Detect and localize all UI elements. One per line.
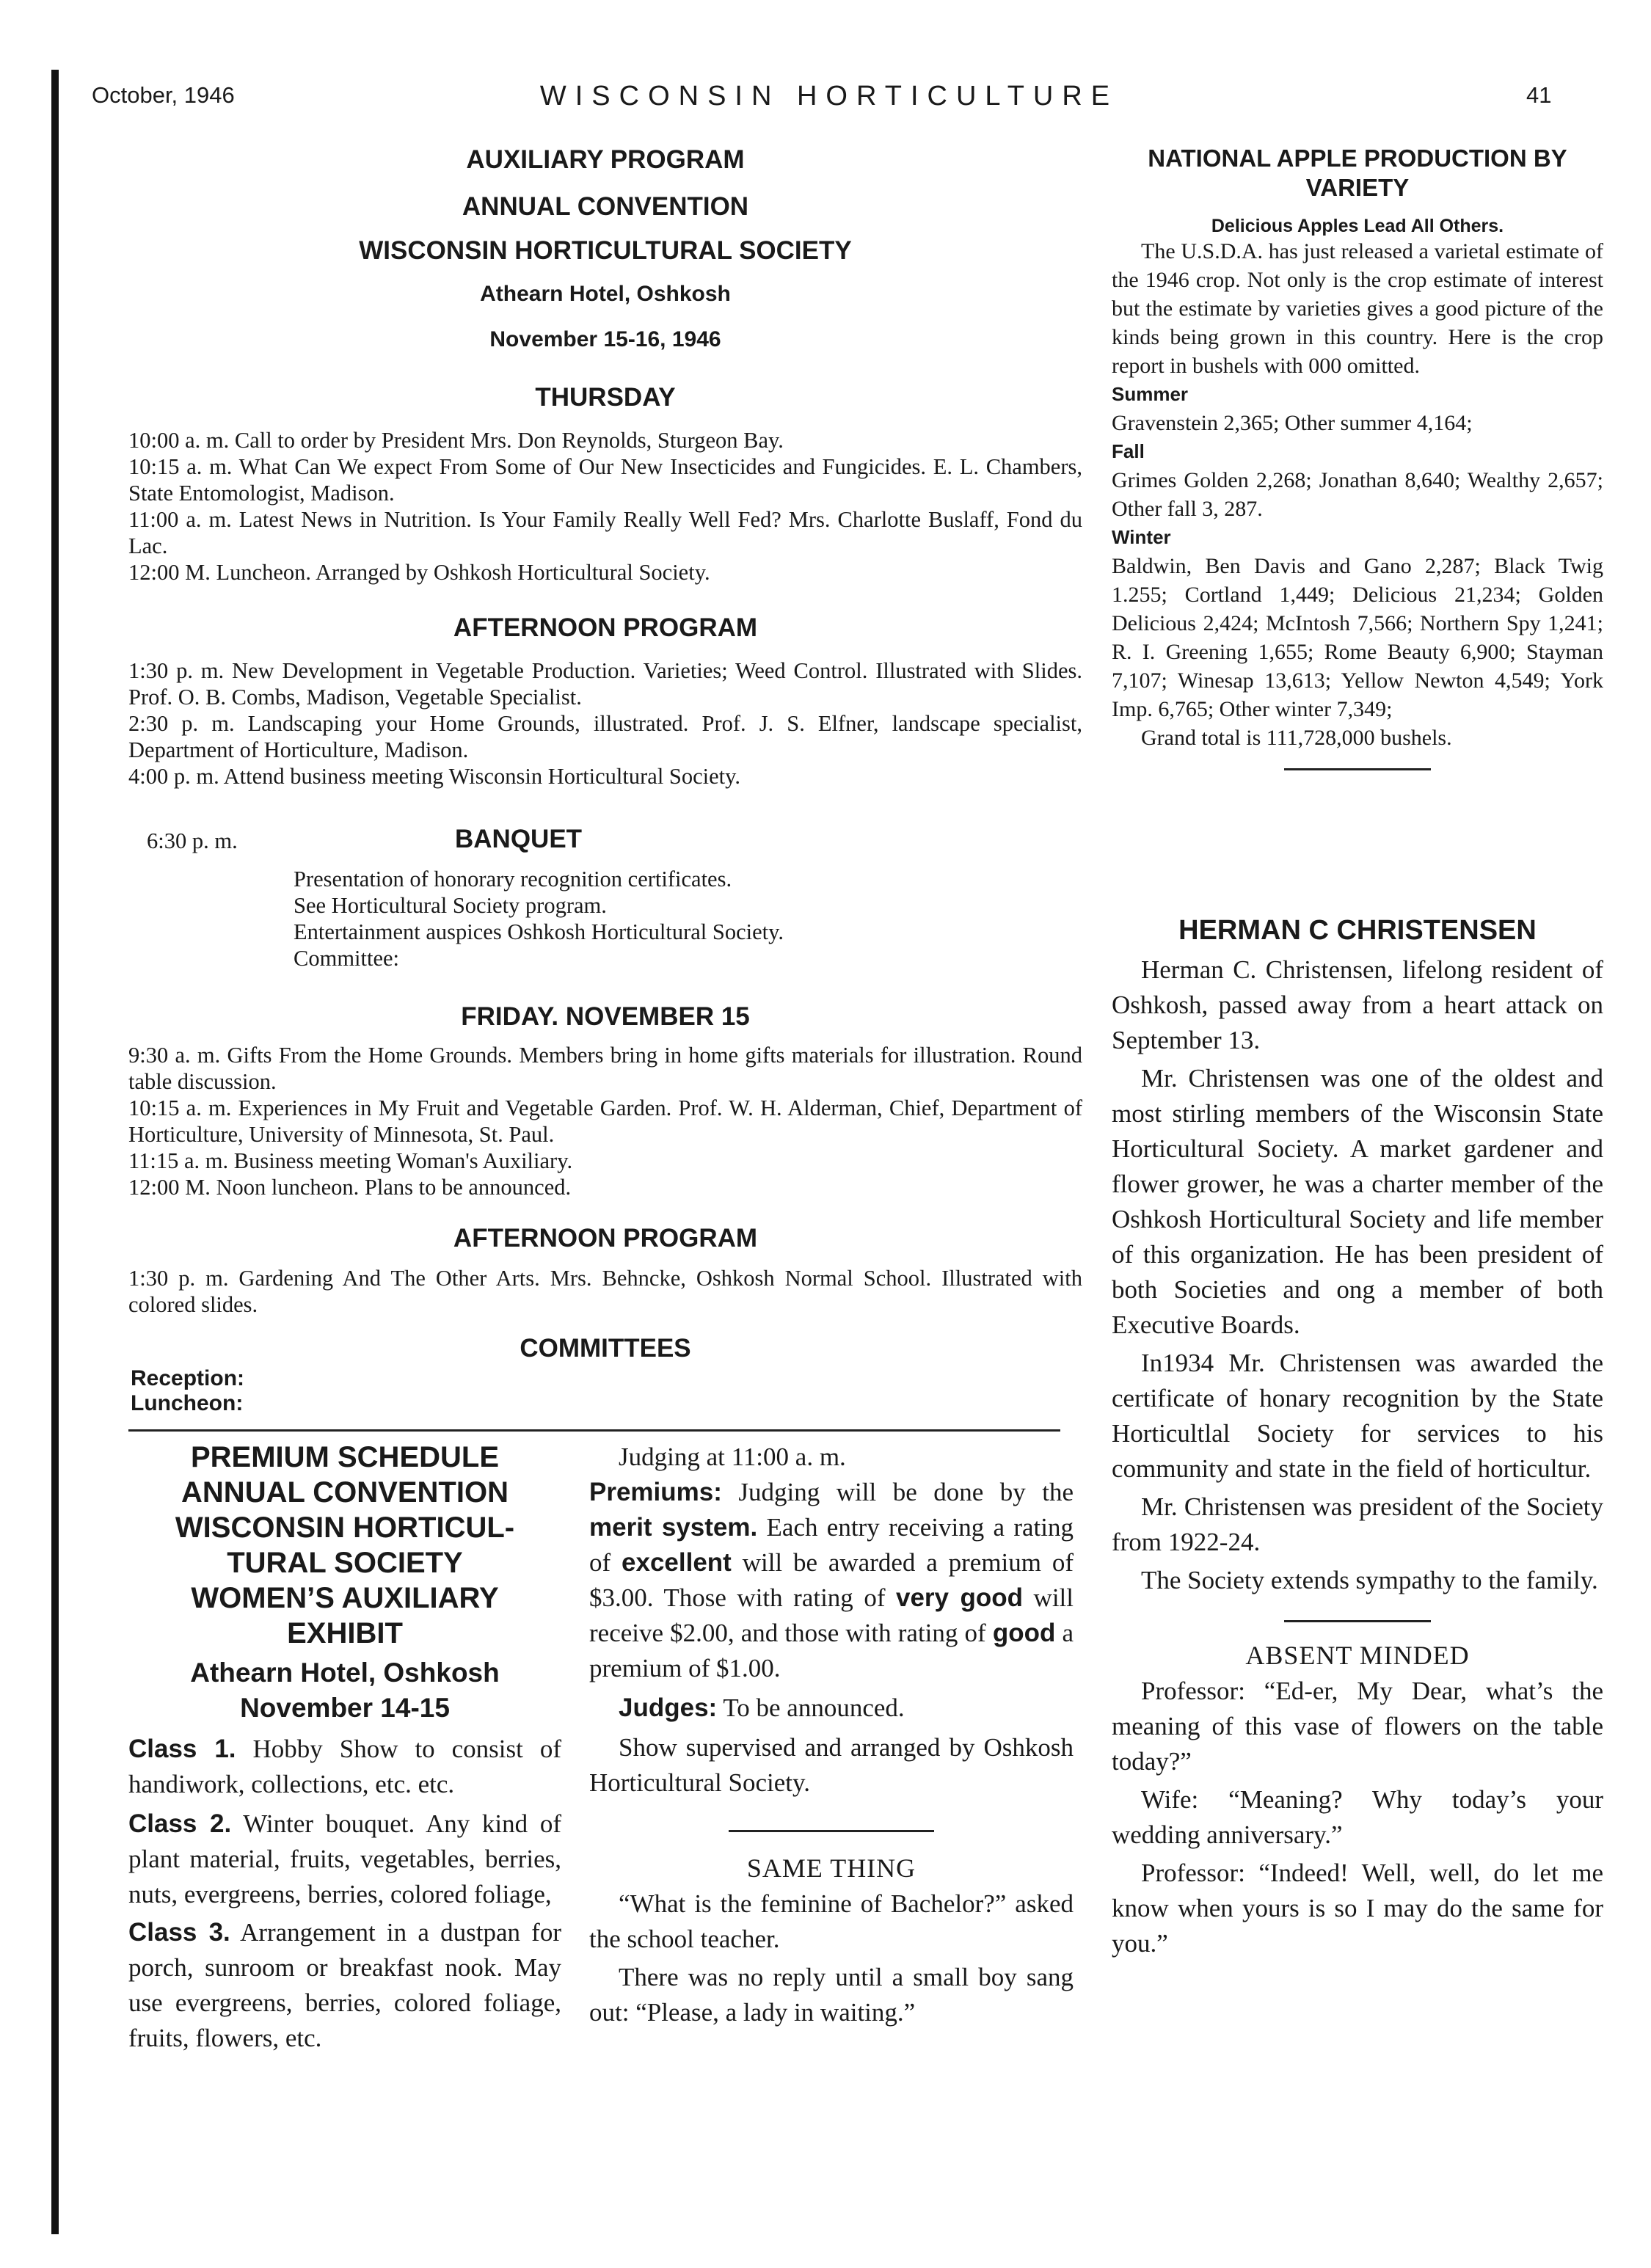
- obituary-article: [1112, 916, 1603, 1961]
- thursday-heading: THURSDAY: [535, 383, 676, 412]
- divider: [1284, 768, 1431, 770]
- journal-title: WISCONSIN HORTICULTURE: [539, 81, 1119, 112]
- summer-figures: Gravenstein 2,365; Other summer 4,164;: [1112, 411, 1473, 435]
- schedule-item: 1:30 p. m. Gardening And The Other Arts. Mrs. Behncke, Oshkosh Normal School. Illustrated with colored slides.: [128, 1266, 1082, 1317]
- premium-location: Athearn Hotel, Oshkosh: [190, 1658, 500, 1688]
- premium-heading-line: TURAL SOCIETY: [227, 1547, 463, 1579]
- banquet-line: Entertainment auspices Oshkosh Horticultural Society.: [294, 919, 784, 944]
- schedule-item: 4:00 p. m. Attend business meeting Wisconsin Horticultural Society.: [128, 764, 741, 789]
- class-2-label: Class 2.: [128, 1809, 232, 1838]
- friday-heading: FRIDAY. NOVEMBER 15: [461, 1002, 750, 1031]
- fall-figures: Grimes Golden 2,268; Jonathan 8,640; Wealthy 2,657; Other fall 3, 287.: [1112, 468, 1603, 521]
- class-1-text: Hobby Show to consist of handiwork, collections, etc. etc.: [128, 1735, 561, 1798]
- judging-section: [589, 1440, 1074, 2030]
- issue-date: October, 1946: [92, 82, 235, 108]
- premium-heading-line: PREMIUM SCHEDULE: [190, 1441, 500, 1473]
- absent-p3: Professor: “Indeed! Well, well, do let me know when yours is so I may do the same for you.”: [1112, 1859, 1603, 1958]
- fall-label: Fall: [1112, 440, 1145, 462]
- class-2: [128, 1806, 561, 1912]
- same-thing-p2: There was no reply until a small boy sang out: “Please, a lady in waiting.”: [589, 1963, 1074, 2027]
- grand-total: Grand total is 111,728,000 bushels.: [1141, 726, 1452, 750]
- program-location: Athearn Hotel, Oshkosh: [480, 282, 731, 306]
- thursday-afternoon-schedule: [128, 657, 1082, 790]
- class-3: [128, 1915, 561, 2056]
- obituary-p2: Mr. Christensen was one of the oldest and most stirling members of the Wisconsin State Horticultural Society. A market gardener and flower grower, he was a charter member of the Oshkosh Horticultural Society and life member of this organization. He has been president of both Societies and ong a member of both Executive Boards.: [1112, 1064, 1603, 1339]
- obituary-p1: Herman C. Christensen, lifelong resident of Oshkosh, passed away from a heart attack on September 13.: [1112, 955, 1603, 1054]
- luncheon-label: Luncheon:: [131, 1391, 244, 1415]
- same-thing-heading: SAME THING: [746, 1853, 916, 1883]
- apple-heading: NATIONAL APPLE PRODUCTION BY VARIETY: [1148, 145, 1567, 201]
- obituary-heading: HERMAN C CHRISTENSEN: [1178, 915, 1537, 946]
- schedule-item: 2:30 p. m. Landscaping your Home Grounds, illustrated. Prof. J. S. Elfner, landscape specialist, Department of Horticulture, Madison.: [128, 711, 1082, 762]
- apple-intro: The U.S.D.A. has just released a varietal estimate of the 1946 crop. Not only is the crop estimate of interest but the estimate by varieties gives a good picture of the kinds being grown in this country. Here is the crop report in bushels with 000 omitted.: [1112, 239, 1603, 378]
- judges-label: Judges:: [619, 1693, 718, 1722]
- banquet-time: 6:30 p. m.: [147, 828, 238, 853]
- banquet-line: Committee:: [294, 946, 400, 971]
- program-subtitle: ANNUAL CONVENTION: [462, 192, 749, 221]
- premium-heading-line: EXHIBIT: [287, 1617, 403, 1649]
- program-title: AUXILIARY PROGRAM: [466, 145, 745, 174]
- banquet-details: [294, 866, 1027, 971]
- class-1: [128, 1732, 561, 1802]
- schedule-item: 9:30 a. m. Gifts From the Home Grounds. Members bring in home gifts materials for illustration. Round table discussion.: [128, 1043, 1082, 1094]
- schedule-item: 12:00 M. Noon luncheon. Plans to be announced.: [128, 1175, 572, 1200]
- judging-time: Judging at 11:00 a. m.: [619, 1443, 846, 1471]
- class-2-text: Winter bouquet. Any kind of plant material, fruits, vegetables, berries, nuts, evergreens, berries, colored foliage,: [128, 1809, 561, 1908]
- class-1-label: Class 1.: [128, 1735, 236, 1763]
- apple-subheading: Delicious Apples Lead All Others.: [1211, 216, 1504, 236]
- schedule-item: 10:00 a. m. Call to order by President Mrs. Don Reynolds, Sturgeon Bay.: [128, 428, 784, 453]
- class-3-label: Class 3.: [128, 1918, 230, 1947]
- program-dates: November 15-16, 1946: [489, 327, 721, 351]
- premium-heading-line: WOMEN’S AUXILIARY: [191, 1582, 499, 1614]
- thursday-schedule: [128, 427, 1082, 586]
- divider: [729, 1830, 934, 1832]
- obituary-p3: In1934 Mr. Christensen was awarded the certificate of honary recognition by the State Horticultlal Society for services to his community and state in the field of horticultur.: [1112, 1349, 1603, 1483]
- friday-schedule: [128, 1042, 1082, 1200]
- schedule-item: 1:30 p. m. New Development in Vegetable Production. Varieties; Weed Control. Illustrated with Slides. Prof. O. B. Combs, Madison, Vegetable Specialist.: [128, 658, 1082, 710]
- banquet-line: Presentation of honorary recognition certificates.: [294, 867, 732, 891]
- winter-figures: Baldwin, Ben Davis and Gano 2,287; Black Twig 1.255; Cortland 1,449; Delicious 21,234; Golden Delicious 2,424; McIntosh 7,566; Northern Spy 1,241; R. I. Greening 1,655; Rome Beauty 6,900; Stayman 7,107; Winesap 13,613; Yellow Newton 4,549; York Imp. 6,765; Other winter 7,349;: [1112, 554, 1603, 721]
- absent-minded-heading: ABSENT MINDED: [1245, 1641, 1470, 1670]
- thursday-afternoon-heading: AFTERNOON PROGRAM: [453, 613, 758, 642]
- absent-p1: Professor: “Ed-er, My Dear, what’s the meaning of this vase of flowers on the table today?”: [1112, 1677, 1603, 1776]
- schedule-item: 12:00 M. Luncheon. Arranged by Oshkosh Horticultural Society.: [128, 560, 710, 585]
- premium-heading-line: ANNUAL CONVENTION: [181, 1476, 509, 1509]
- reception-label: Reception:: [131, 1366, 245, 1390]
- show-text: Show supervised and arranged by Oshkosh Horticultural Society.: [589, 1733, 1074, 1797]
- divider: [1284, 1620, 1431, 1622]
- friday-afternoon-heading: AFTERNOON PROGRAM: [453, 1224, 758, 1252]
- obituary-p4: Mr. Christensen was president of the Society from 1922-24.: [1112, 1492, 1603, 1556]
- class-3-text: Arrangement in a dustpan for porch, sunroom or breakfast nook. May use evergreens, berries, colored foliage, fruits, flowers, etc.: [128, 1918, 561, 2052]
- winter-label: Winter: [1112, 526, 1171, 548]
- absent-p2: Wife: “Meaning? Why today’s your wedding anniversary.”: [1112, 1785, 1603, 1849]
- schedule-item: 11:00 a. m. Latest News in Nutrition. Is Your Family Really Well Fed? Mrs. Charlotte Buslaff, Fond du Lac.: [128, 507, 1082, 558]
- section-divider: [128, 1429, 1060, 1432]
- premiums-text: Premiums: Judging will be done by the merit system. Each entry receiving a rating of excellent will be awarded a premium of $3.00. Those with rating of very good will receive $2.00, and those with rating of good a premium of $1.00.: [589, 1478, 1074, 1682]
- judges-text: Judges: To be announced.: [619, 1693, 905, 1722]
- summer-label: Summer: [1112, 383, 1189, 405]
- premium-heading-line: WISCONSIN HORTICUL-: [175, 1512, 515, 1544]
- schedule-item: 10:15 a. m. What Can We expect From Some of Our New Insecticides and Fungicides. E. L. Chambers, State Entomologist, Madison.: [128, 454, 1082, 506]
- premiums-label: Premiums:: [589, 1478, 722, 1506]
- page-edge-bar: [51, 70, 59, 2234]
- program-society: WISCONSIN HORTICULTURAL SOCIETY: [359, 236, 852, 265]
- friday-afternoon-schedule: [128, 1265, 1082, 1318]
- obituary-p5: The Society extends sympathy to the family.: [1141, 1566, 1598, 1594]
- schedule-item: 11:15 a. m. Business meeting Woman's Auxiliary.: [128, 1148, 573, 1173]
- apple-article: [1112, 144, 1603, 770]
- banquet-line: See Horticultural Society program.: [294, 893, 607, 918]
- banquet-heading: BANQUET: [455, 825, 583, 853]
- premium-schedule: [128, 1440, 561, 2056]
- page-number: 41: [1526, 82, 1552, 108]
- premium-dates: November 14-15: [240, 1693, 450, 1723]
- schedule-item: 10:15 a. m. Experiences in My Fruit and Vegetable Garden. Prof. W. H. Alderman, Chief, Department of Horticulture, University of Minnesota, St. Paul.: [128, 1095, 1082, 1147]
- committees-heading: COMMITTEES: [520, 1334, 691, 1363]
- same-thing-p1: “What is the feminine of Bachelor?” asked the school teacher.: [589, 1889, 1074, 1953]
